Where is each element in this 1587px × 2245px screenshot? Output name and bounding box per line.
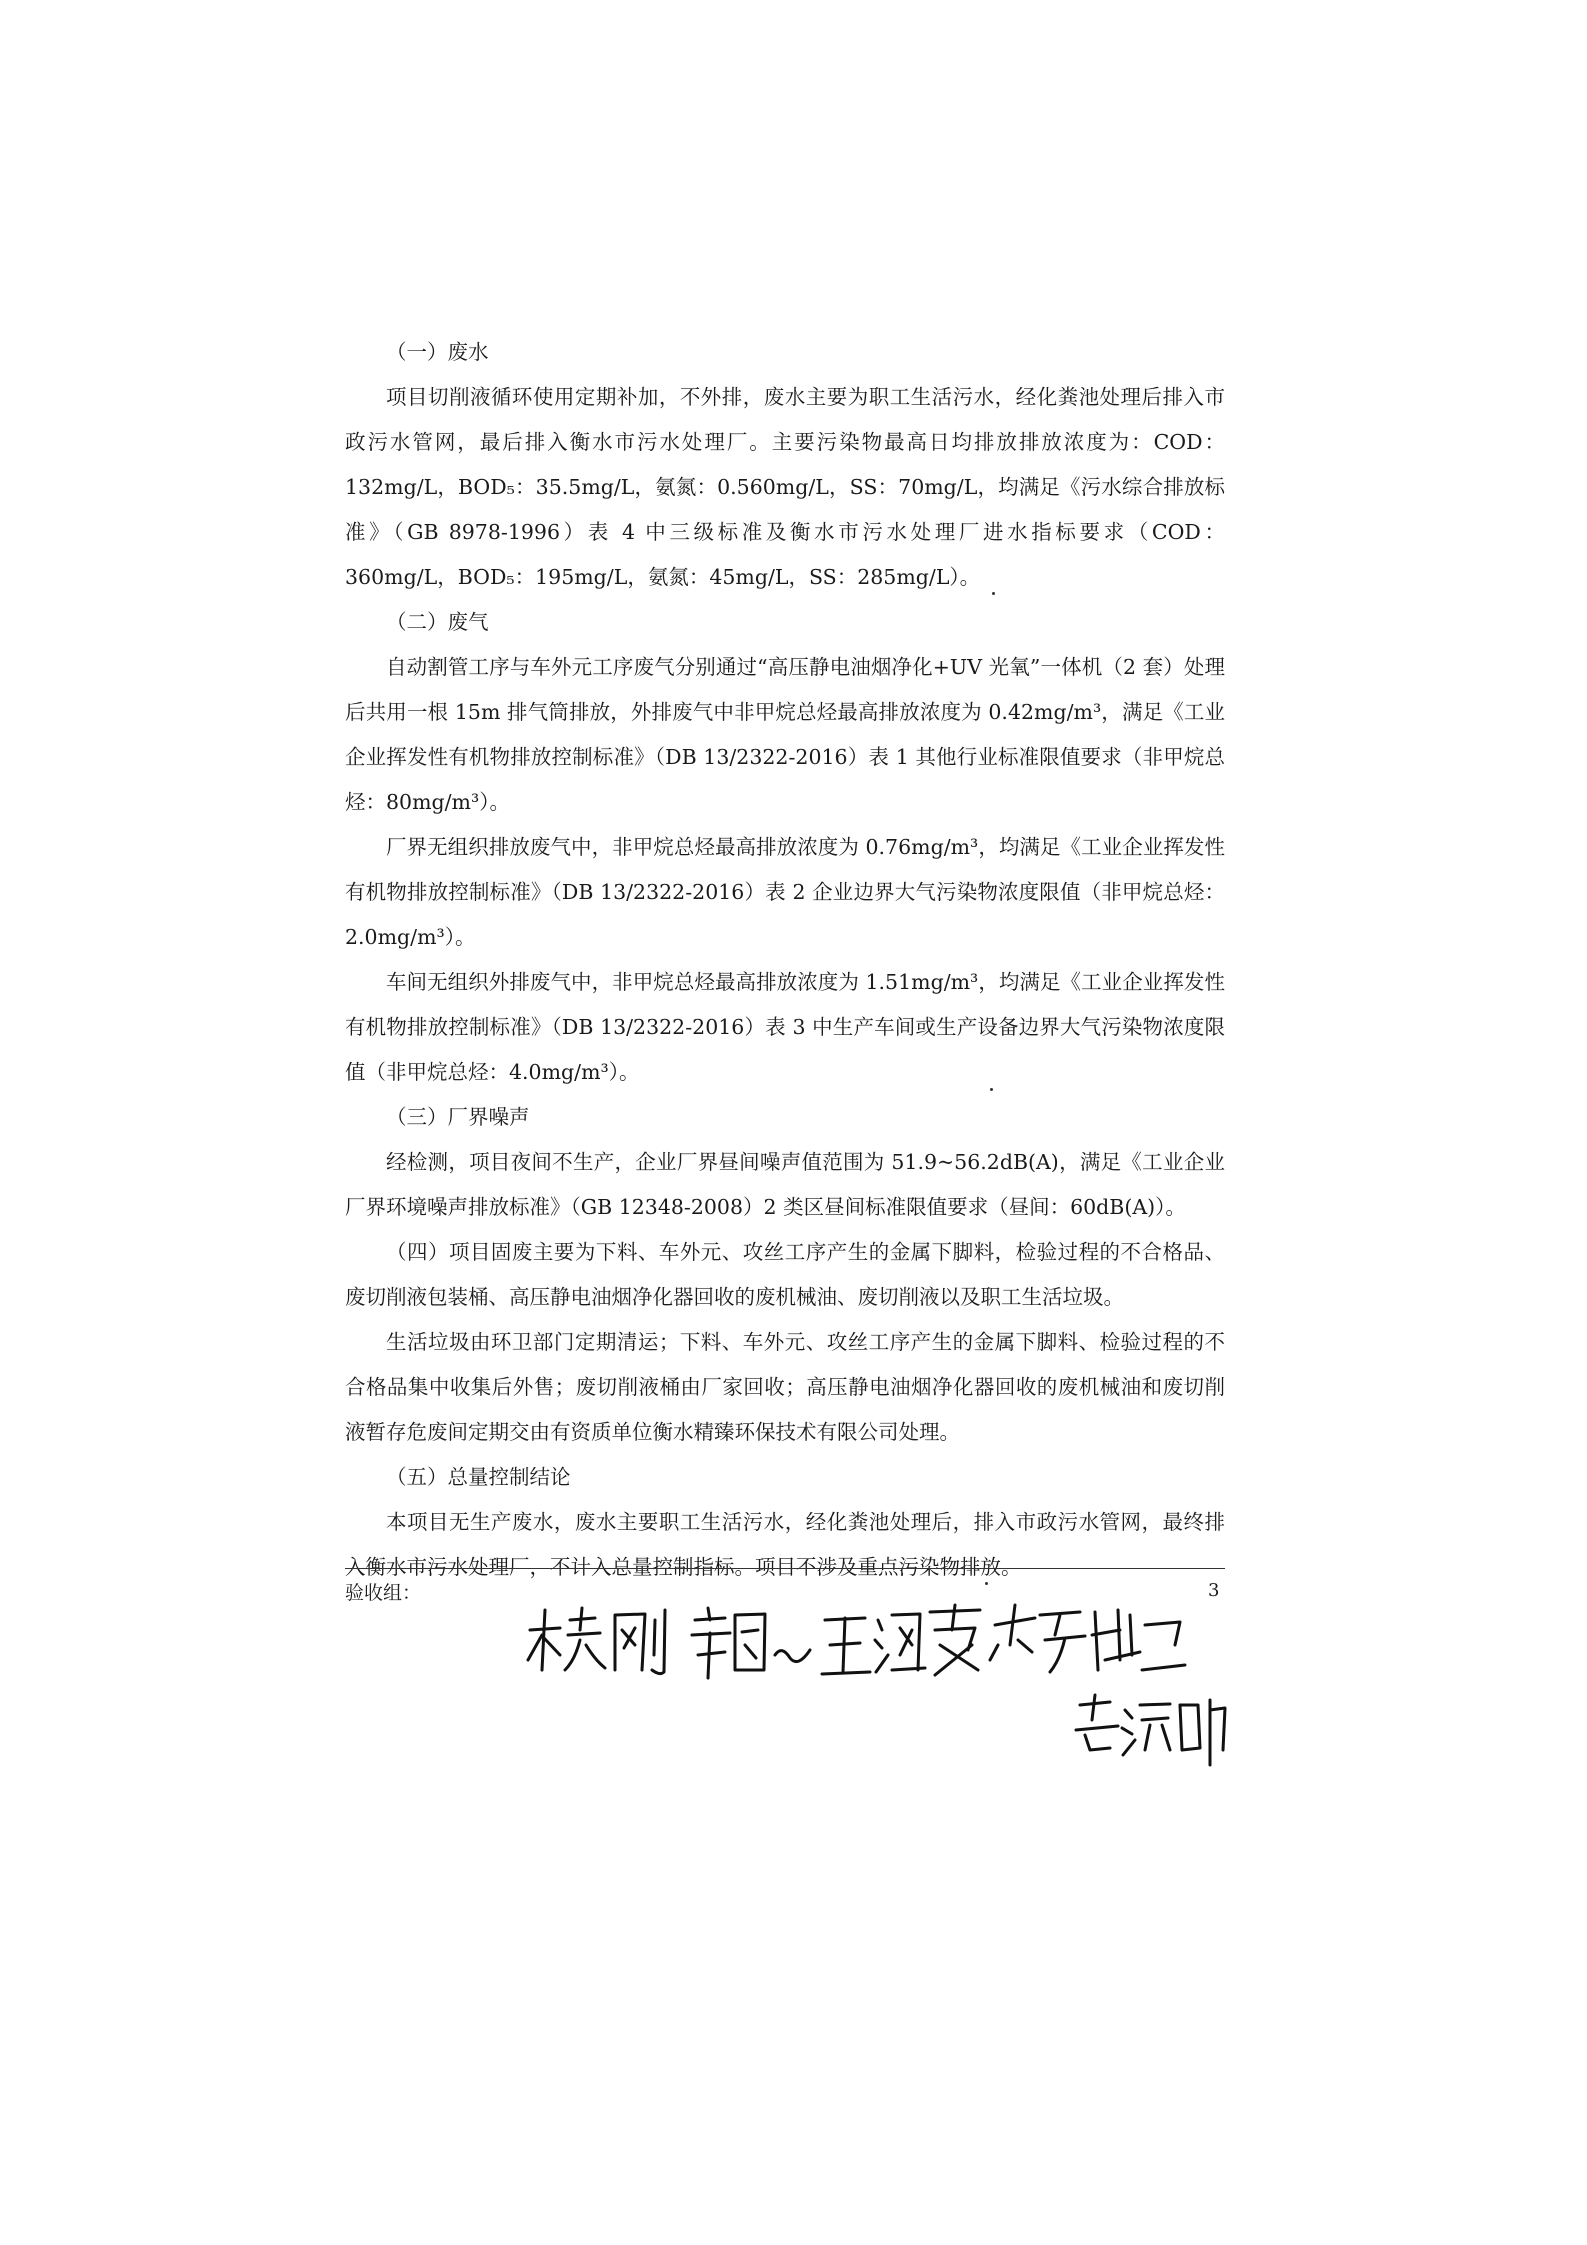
noise-heading: （三）厂界噪声 xyxy=(386,1105,530,1129)
page-number: 3 xyxy=(1208,1580,1220,1601)
total-control-heading: （五）总量控制结论 xyxy=(386,1465,571,1489)
footer-rule xyxy=(345,1568,1225,1569)
wastewater-paragraph: 项目切削液循环使用定期补加，不外排，废水主要为职工生活污水，经化粪池处理后排入市政污水管网，最后排入衡水市污水处理厂。主要污染物最高日均排放排放浓度为：COD：132mg/L，BOD₅：35.5mg/L，氨氮：0.560mg/L，SS：70mg/L，均满足《污水综合排放标准》（GB 8978-1996）表 4 中三级标准及衡水市污水处理厂进水指标要求（COD：360mg/L，BOD₅：195mg/L，氨氮：45mg/L，SS：285mg/L）。 xyxy=(345,385,1225,589)
signature-2 xyxy=(692,1608,810,1678)
scan-speck xyxy=(990,1088,993,1091)
signature-4 xyxy=(990,1605,1185,1672)
scan-speck xyxy=(985,1582,988,1585)
waste-gas-heading: （二）废气 xyxy=(386,610,489,634)
document-body xyxy=(345,330,1225,1590)
signature-5 xyxy=(1076,1695,1225,1765)
signature-3 xyxy=(822,1605,980,1675)
waste-gas-paragraph-3: 车间无组织外排废气中，非甲烷总烃最高排放浓度为 1.51mg/m³，均满足《工业企业挥发性有机物排放控制标准》（DB 13/2322-2016）表 3 中生产车间或生产设备边界大气污染物浓度限值（非甲烷总烃：4.0mg/m³）。 xyxy=(345,970,1225,1084)
noise-paragraph: 经检测，项目夜间不生产，企业厂界昼间噪声值范围为 51.9~56.2dB(A)，满足《工业企业厂界环境噪声排放标准》（GB 12348-2008）2 类区昼间标准限值要求（昼间：60dB(A)）。 xyxy=(345,1150,1225,1219)
solid-waste-paragraph-1: （四）项目固废主要为下料、车外元、攻丝工序产生的金属下脚料，检验过程的不合格品、废切削液包装桶、高压静电油烟净化器回收的废机械油、废切削液以及职工生活垃圾。 xyxy=(345,1240,1225,1309)
handwritten-signatures xyxy=(520,1600,1240,1770)
waste-gas-paragraph-2: 厂界无组织排放废气中，非甲烷总烃最高排放浓度为 0.76mg/m³，均满足《工业企业挥发性有机物排放控制标准》（DB 13/2322-2016）表 2 企业边界大气污染物浓度限值（非甲烷总烃：2.0mg/m³）。 xyxy=(345,835,1225,949)
wastewater-heading: （一）废水 xyxy=(386,340,489,364)
solid-waste-paragraph-2: 生活垃圾由环卫部门定期清运；下料、车外元、攻丝工序产生的金属下脚料、检验过程的不合格品集中收集后外售；废切削液桶由厂家回收；高压静电油烟净化器回收的废机械油和废切削液暂存危废间定期交由有资质单位衡水精臻环保技术有限公司处理。 xyxy=(345,1330,1225,1444)
acceptance-group-label: 验收组： xyxy=(345,1582,422,1604)
scan-speck xyxy=(992,592,995,595)
signature-1 xyxy=(528,1608,665,1674)
waste-gas-paragraph-1: 自动割管工序与车外元工序废气分别通过“高压静电油烟净化+UV 光氧”一体机（2 套）处理后共用一根 15m 排气筒排放，外排废气中非甲烷总烃最高排放浓度为 0.42mg/m³，满足《工业企业挥发性有机物排放控制标准》（DB 13/2322-2016）表 1 其他行业标准限值要求（非甲烷总烃：80mg/m³）。 xyxy=(345,655,1225,814)
total-control-paragraph: 本项目无生产废水，废水主要职工生活污水，经化粪池处理后，排入市政污水管网，最终排入衡水市污水处理厂，不计入总量控制指标。项目不涉及重点污染物排放。 xyxy=(345,1510,1225,1579)
